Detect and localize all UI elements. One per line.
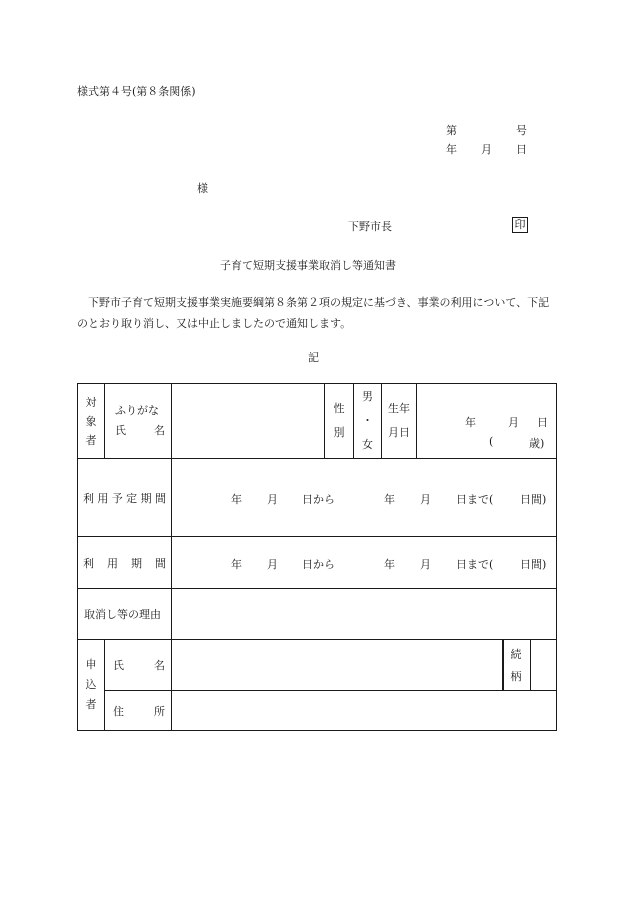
issuer: 下野市長 [348, 220, 392, 233]
planned-from-year: 年 [231, 493, 242, 506]
planned-period-label: 利 用 予 定 期 間 [78, 459, 172, 537]
actual-days: 日間) [520, 558, 547, 571]
date-year: 年 [446, 143, 457, 156]
form-number: 様式第４号(第８条関係) [77, 85, 196, 98]
planned-from-month: 月 [267, 493, 278, 506]
age-close: 歳) [529, 437, 545, 450]
sex-option-male: 男 [362, 390, 373, 403]
birth-year: 年 [465, 416, 476, 429]
doc-no-go: 号 [516, 124, 527, 137]
subject-char: 対 [85, 395, 97, 409]
date-day: 日 [516, 143, 527, 156]
actual-period-label: 利 用 期 間 [78, 537, 172, 589]
planned-to-year: 年 [384, 493, 395, 506]
document-title: 子育て短期支援事業取消し等通知書 [220, 259, 396, 272]
sex-option-dot: ・ [362, 414, 373, 427]
applicant-char: 込 [85, 678, 97, 691]
name-label: 氏 名 [115, 424, 165, 437]
reason-field[interactable] [172, 589, 557, 640]
seal-mark: 印 [512, 217, 528, 233]
birthdate-field[interactable] [417, 384, 557, 459]
date-month: 月 [481, 143, 492, 156]
actual-to-day: 日まで( [456, 558, 494, 571]
birthdate-char: 生年 [388, 402, 410, 415]
age-open: ( [489, 435, 494, 448]
relationship-char: 続 [510, 648, 522, 661]
address-field[interactable] [172, 691, 557, 731]
applicant-char: 者 [85, 698, 97, 711]
planned-to-month: 月 [420, 493, 431, 506]
actual-to-year: 年 [384, 558, 395, 571]
furigana-label: ふりがな [115, 404, 159, 417]
address-label: 住 所 [105, 691, 172, 731]
applicant-name-label: 氏 名 [105, 640, 172, 691]
actual-period-field[interactable] [172, 537, 557, 589]
birth-day: 日 [537, 416, 548, 429]
planned-from-day: 日から [302, 493, 335, 506]
body-text: 下野市子育て短期支援事業実施要綱第８条第２項の規定に基づき、事業の利用について、下記のとおり取り消し、又は中止しましたので通知します。 [77, 296, 550, 330]
addressee-suffix: 様 [197, 182, 208, 195]
birthdate-char: 月日 [388, 426, 410, 439]
actual-from-day: 日から [302, 558, 335, 571]
relationship-cell [503, 640, 557, 691]
doc-no-dai: 第 [446, 124, 457, 137]
reason-label: 取消し等の理由 [78, 589, 172, 640]
planned-period-field[interactable] [172, 459, 557, 537]
actual-from-month: 月 [267, 558, 278, 571]
actual-to-month: 月 [420, 558, 431, 571]
sex-char: 別 [333, 426, 345, 439]
subject-char: 象 [85, 414, 97, 428]
subject-char: 者 [85, 433, 97, 447]
planned-to-day: 日まで( [456, 493, 494, 506]
applicant-char: 申 [85, 658, 97, 671]
ki-heading: 記 [308, 351, 319, 364]
subject-label [78, 384, 105, 459]
birth-month: 月 [508, 416, 519, 429]
sex-label [325, 384, 354, 459]
sex-char: 性 [333, 402, 345, 415]
sex-options[interactable] [354, 384, 382, 459]
applicant-label [78, 640, 105, 731]
subject-name-field[interactable] [172, 384, 325, 459]
sex-option-female: 女 [362, 438, 373, 451]
furigana-name-label [105, 384, 172, 459]
actual-from-year: 年 [231, 558, 242, 571]
relationship-char: 柄 [510, 670, 522, 683]
applicant-name-field[interactable] [172, 640, 503, 691]
birthdate-label [382, 384, 417, 459]
planned-days: 日間) [520, 493, 547, 506]
notice-table [77, 383, 557, 731]
